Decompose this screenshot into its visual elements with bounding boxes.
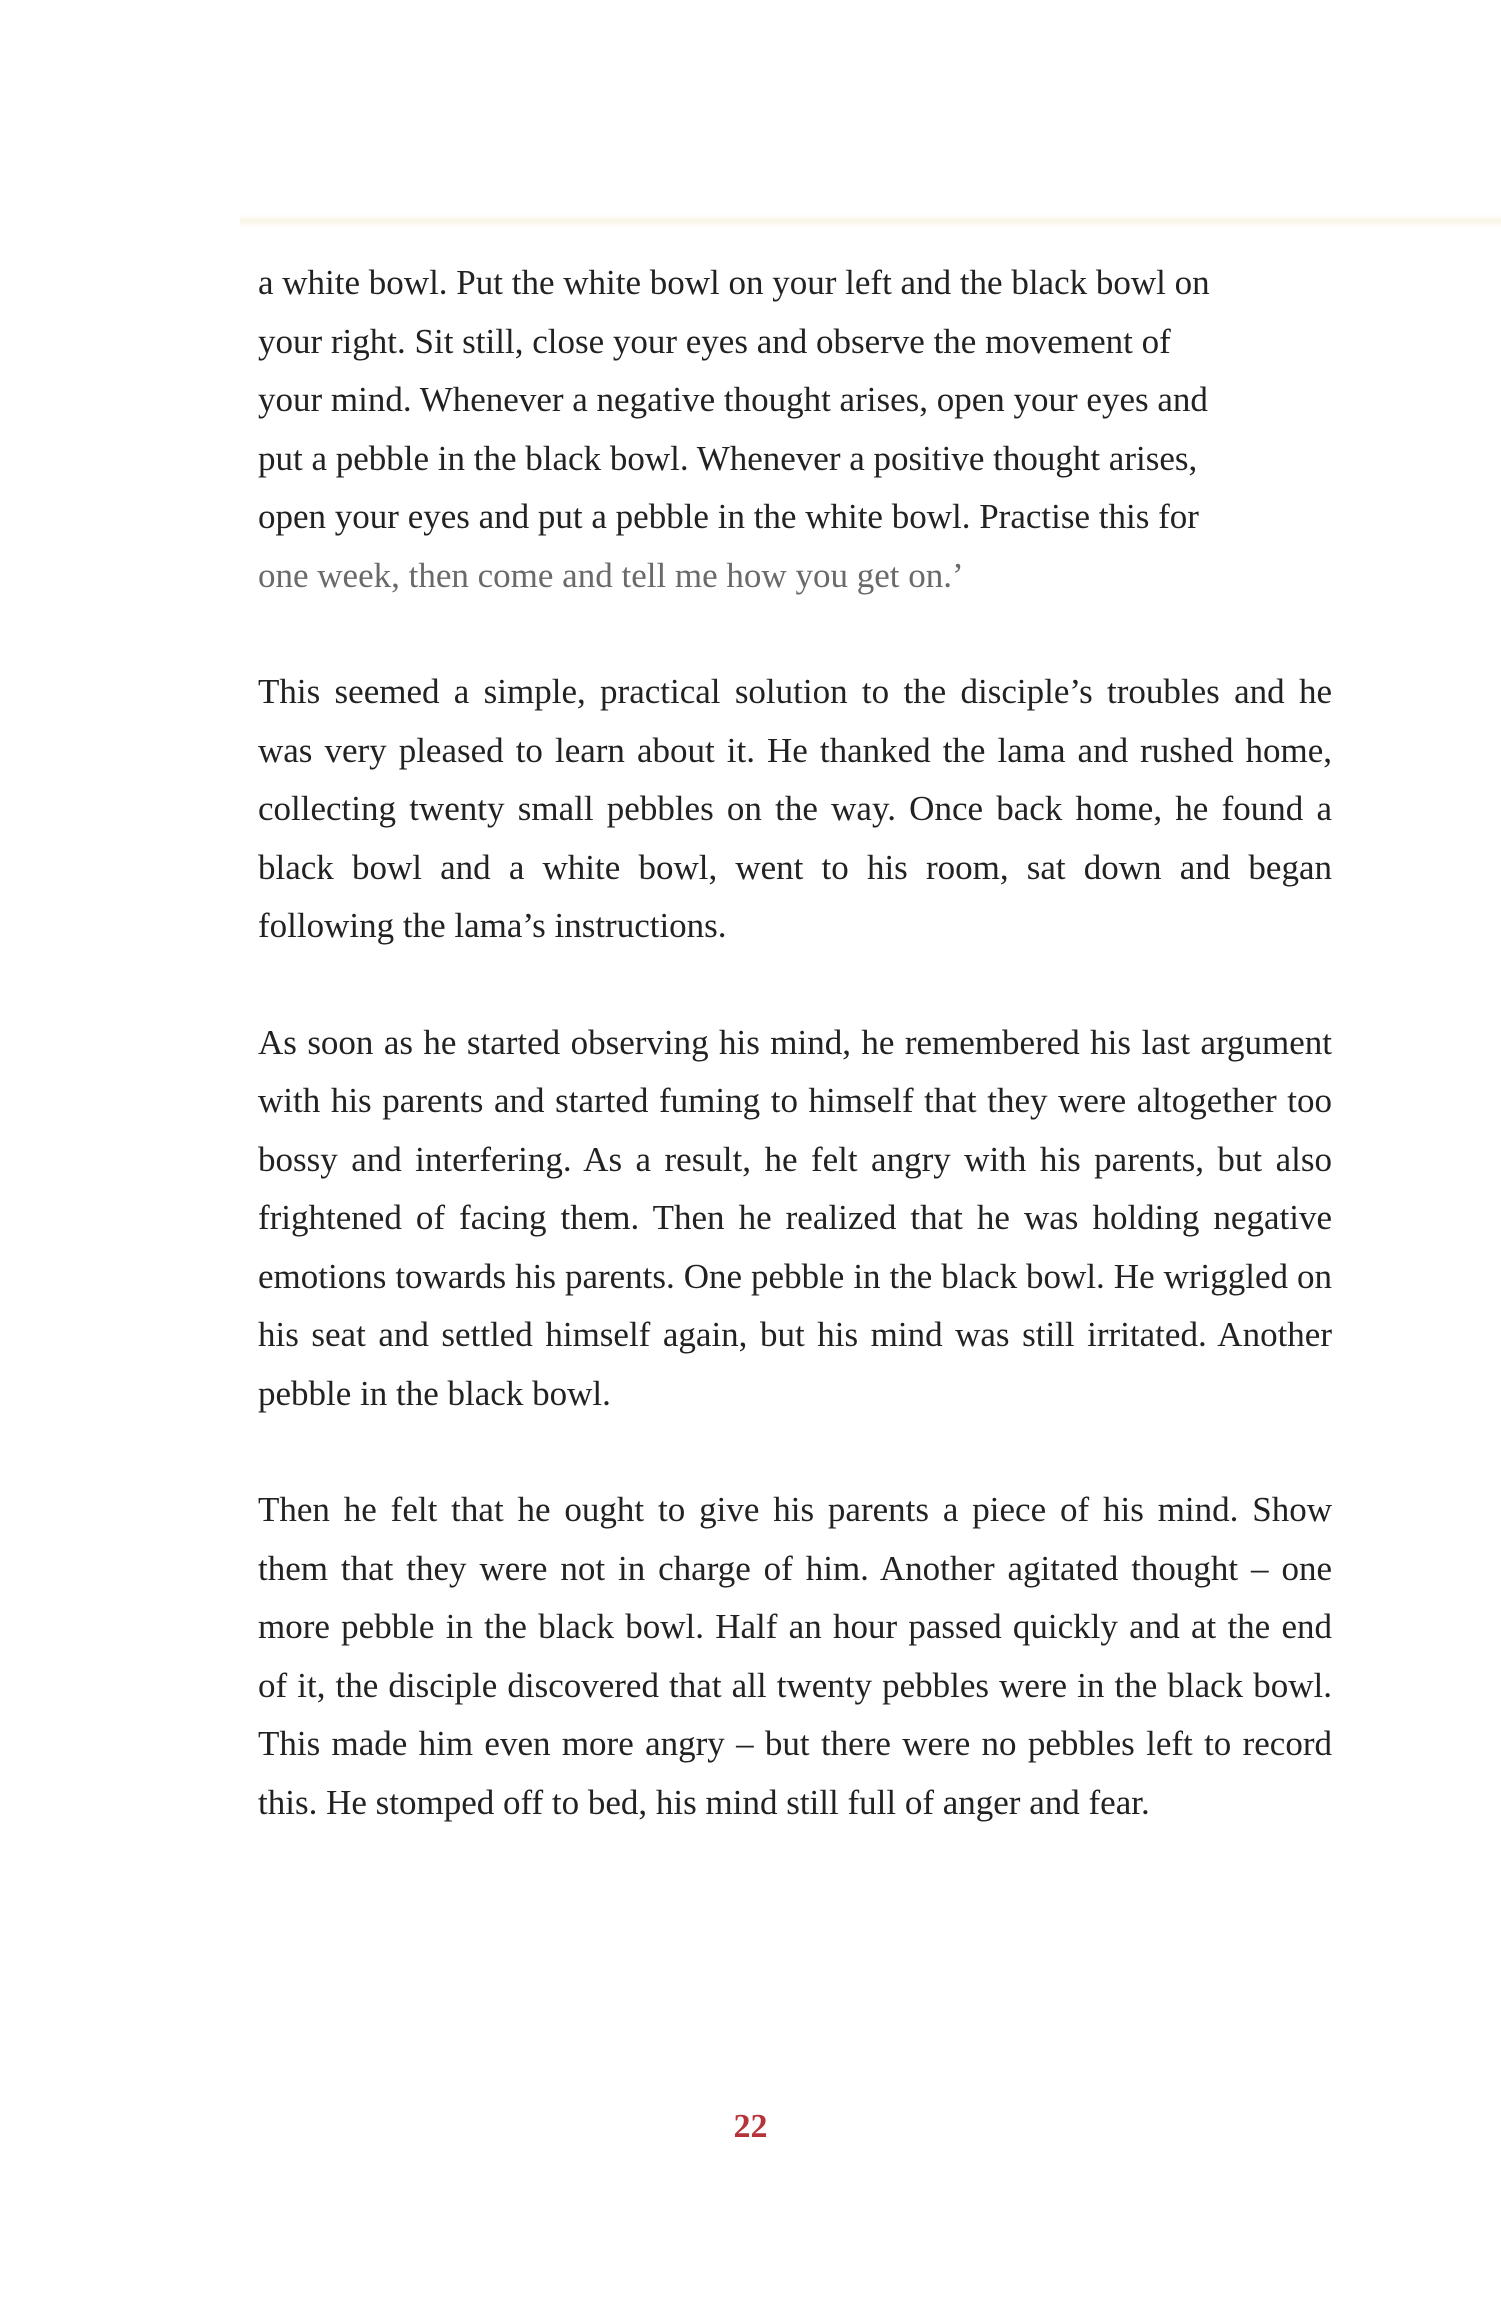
paragraph-3: As soon as he started observing his mind, he remembered his last argument with his parents and started fuming to himself that they were altogether too bossy and interfering. As a result, he felt angry with his parents, but also frightened of facing them. Then he realized that he was holding negative emotions towards his parents. One pebble in the black bowl. He wriggled on his seat and settled himself again, but his mind was still irritated. Another pebble in the black bowl. xyxy=(258,1022,1332,1413)
paragraph-gap xyxy=(258,956,1332,1014)
paragraph-1-line-4: put a pebble in the black bowl. Whenever a positive thought arises, xyxy=(258,438,1198,478)
paragraph-1-line-2: your right. Sit still, close your eyes and observe the movement of xyxy=(258,321,1171,361)
paragraph-gap xyxy=(258,1423,1332,1481)
page-body xyxy=(258,254,1332,1832)
paragraph-gap xyxy=(258,605,1332,663)
page-number: 22 xyxy=(733,2108,768,2145)
paragraph-4: Then he felt that he ought to give his parents a piece of his mind. Show them that they were not in charge of him. Another agitated thought – one more pebble in the black bowl. Half an hour passed quickly and at the end of it, the disciple discovered that all twenty pebbles were in the black bowl. This made him even more angry – but there were no pebbles left to record this. He stomped off to bed, his mind still full of anger and fear. xyxy=(258,1490,1332,1822)
paragraph-1-line-5: open your eyes and put a pebble in the white bowl. Practise this for xyxy=(258,497,1199,536)
paragraph-1-faded-line: one week, then come and tell me how you get on.’ xyxy=(258,555,964,595)
paragraph-1-line-1: a white bowl. Put the white bowl on your left and the black bowl on xyxy=(258,263,1210,302)
paragraph-2: This seemed a simple, practical solution to the disciple’s troubles and he was very pleased to learn about it. He thanked the lama and rushed home, collecting twenty small pebbles on the way. Once back home, he found a black bowl and a white bowl, went to his room, sat down and began following the lama’s instructions. xyxy=(258,672,1332,945)
paragraph-1 xyxy=(258,254,1332,605)
paper-tint-band xyxy=(240,214,1501,228)
paragraph-1-line-3: your mind. Whenever a negative thought arises, open your eyes and xyxy=(258,380,1208,419)
